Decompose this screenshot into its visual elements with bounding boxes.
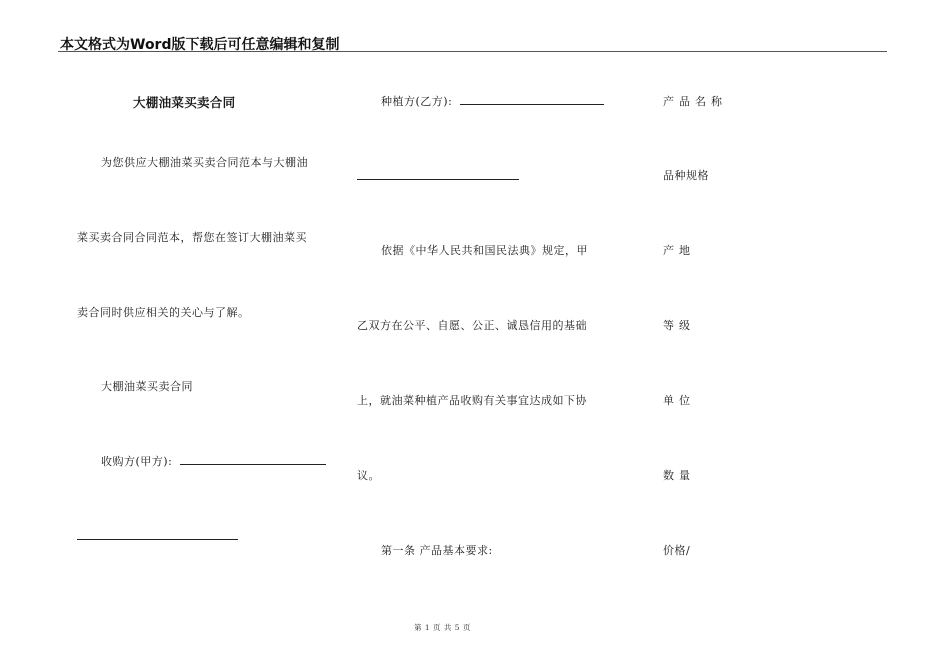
variety-spec-label: 品种规格 [663, 169, 709, 182]
origin-label: 产地 [663, 244, 695, 257]
intro-line-2: 菜买卖合同合同范本，帮您在签订大棚油菜买 [77, 231, 307, 244]
buyer-line [101, 453, 326, 469]
basis-line-3: 上，就油菜种植产品收购有关事宜达成如下协 [357, 394, 587, 407]
buyer-label: 收购方(甲方): [101, 455, 173, 468]
grade-label: 等级 [663, 319, 695, 332]
document-header-note: 本文格式为Word版下载后可任意编辑和复制 [60, 37, 340, 53]
contract-subtitle: 大棚油菜买卖合同 [101, 380, 193, 393]
basis-line-2: 乙双方在公平、自愿、公正、诚恳信用的基础 [357, 319, 587, 332]
unit-label: 单位 [663, 394, 695, 407]
price-label: 价格/ [663, 544, 691, 557]
grower-name-blank [460, 94, 604, 105]
grower-label: 种植方(乙方): [381, 95, 453, 108]
product-name-label: 产品名称 [663, 95, 727, 108]
buyer-name-blank [180, 454, 326, 465]
header-divider [58, 51, 887, 52]
grower-line [381, 93, 604, 109]
intro-line-1: 为您供应大棚油菜买卖合同范本与大棚油 [101, 156, 308, 169]
basis-line-4: 议。 [357, 469, 380, 482]
intro-line-3: 卖合同时供应相关的关心与了解。 [77, 306, 250, 319]
basis-line-1: 依据《中华人民共和国民法典》规定，甲 [381, 244, 588, 257]
quantity-label: 数量 [663, 469, 695, 482]
contract-title: 大棚油菜买卖合同 [133, 95, 236, 110]
buyer-continuation-blank [77, 539, 238, 540]
grower-continuation-blank [357, 179, 519, 180]
article-1-heading: 第一条 产品基本要求: [381, 544, 493, 557]
page-number: 第 1 页 共 5 页 [414, 623, 471, 632]
